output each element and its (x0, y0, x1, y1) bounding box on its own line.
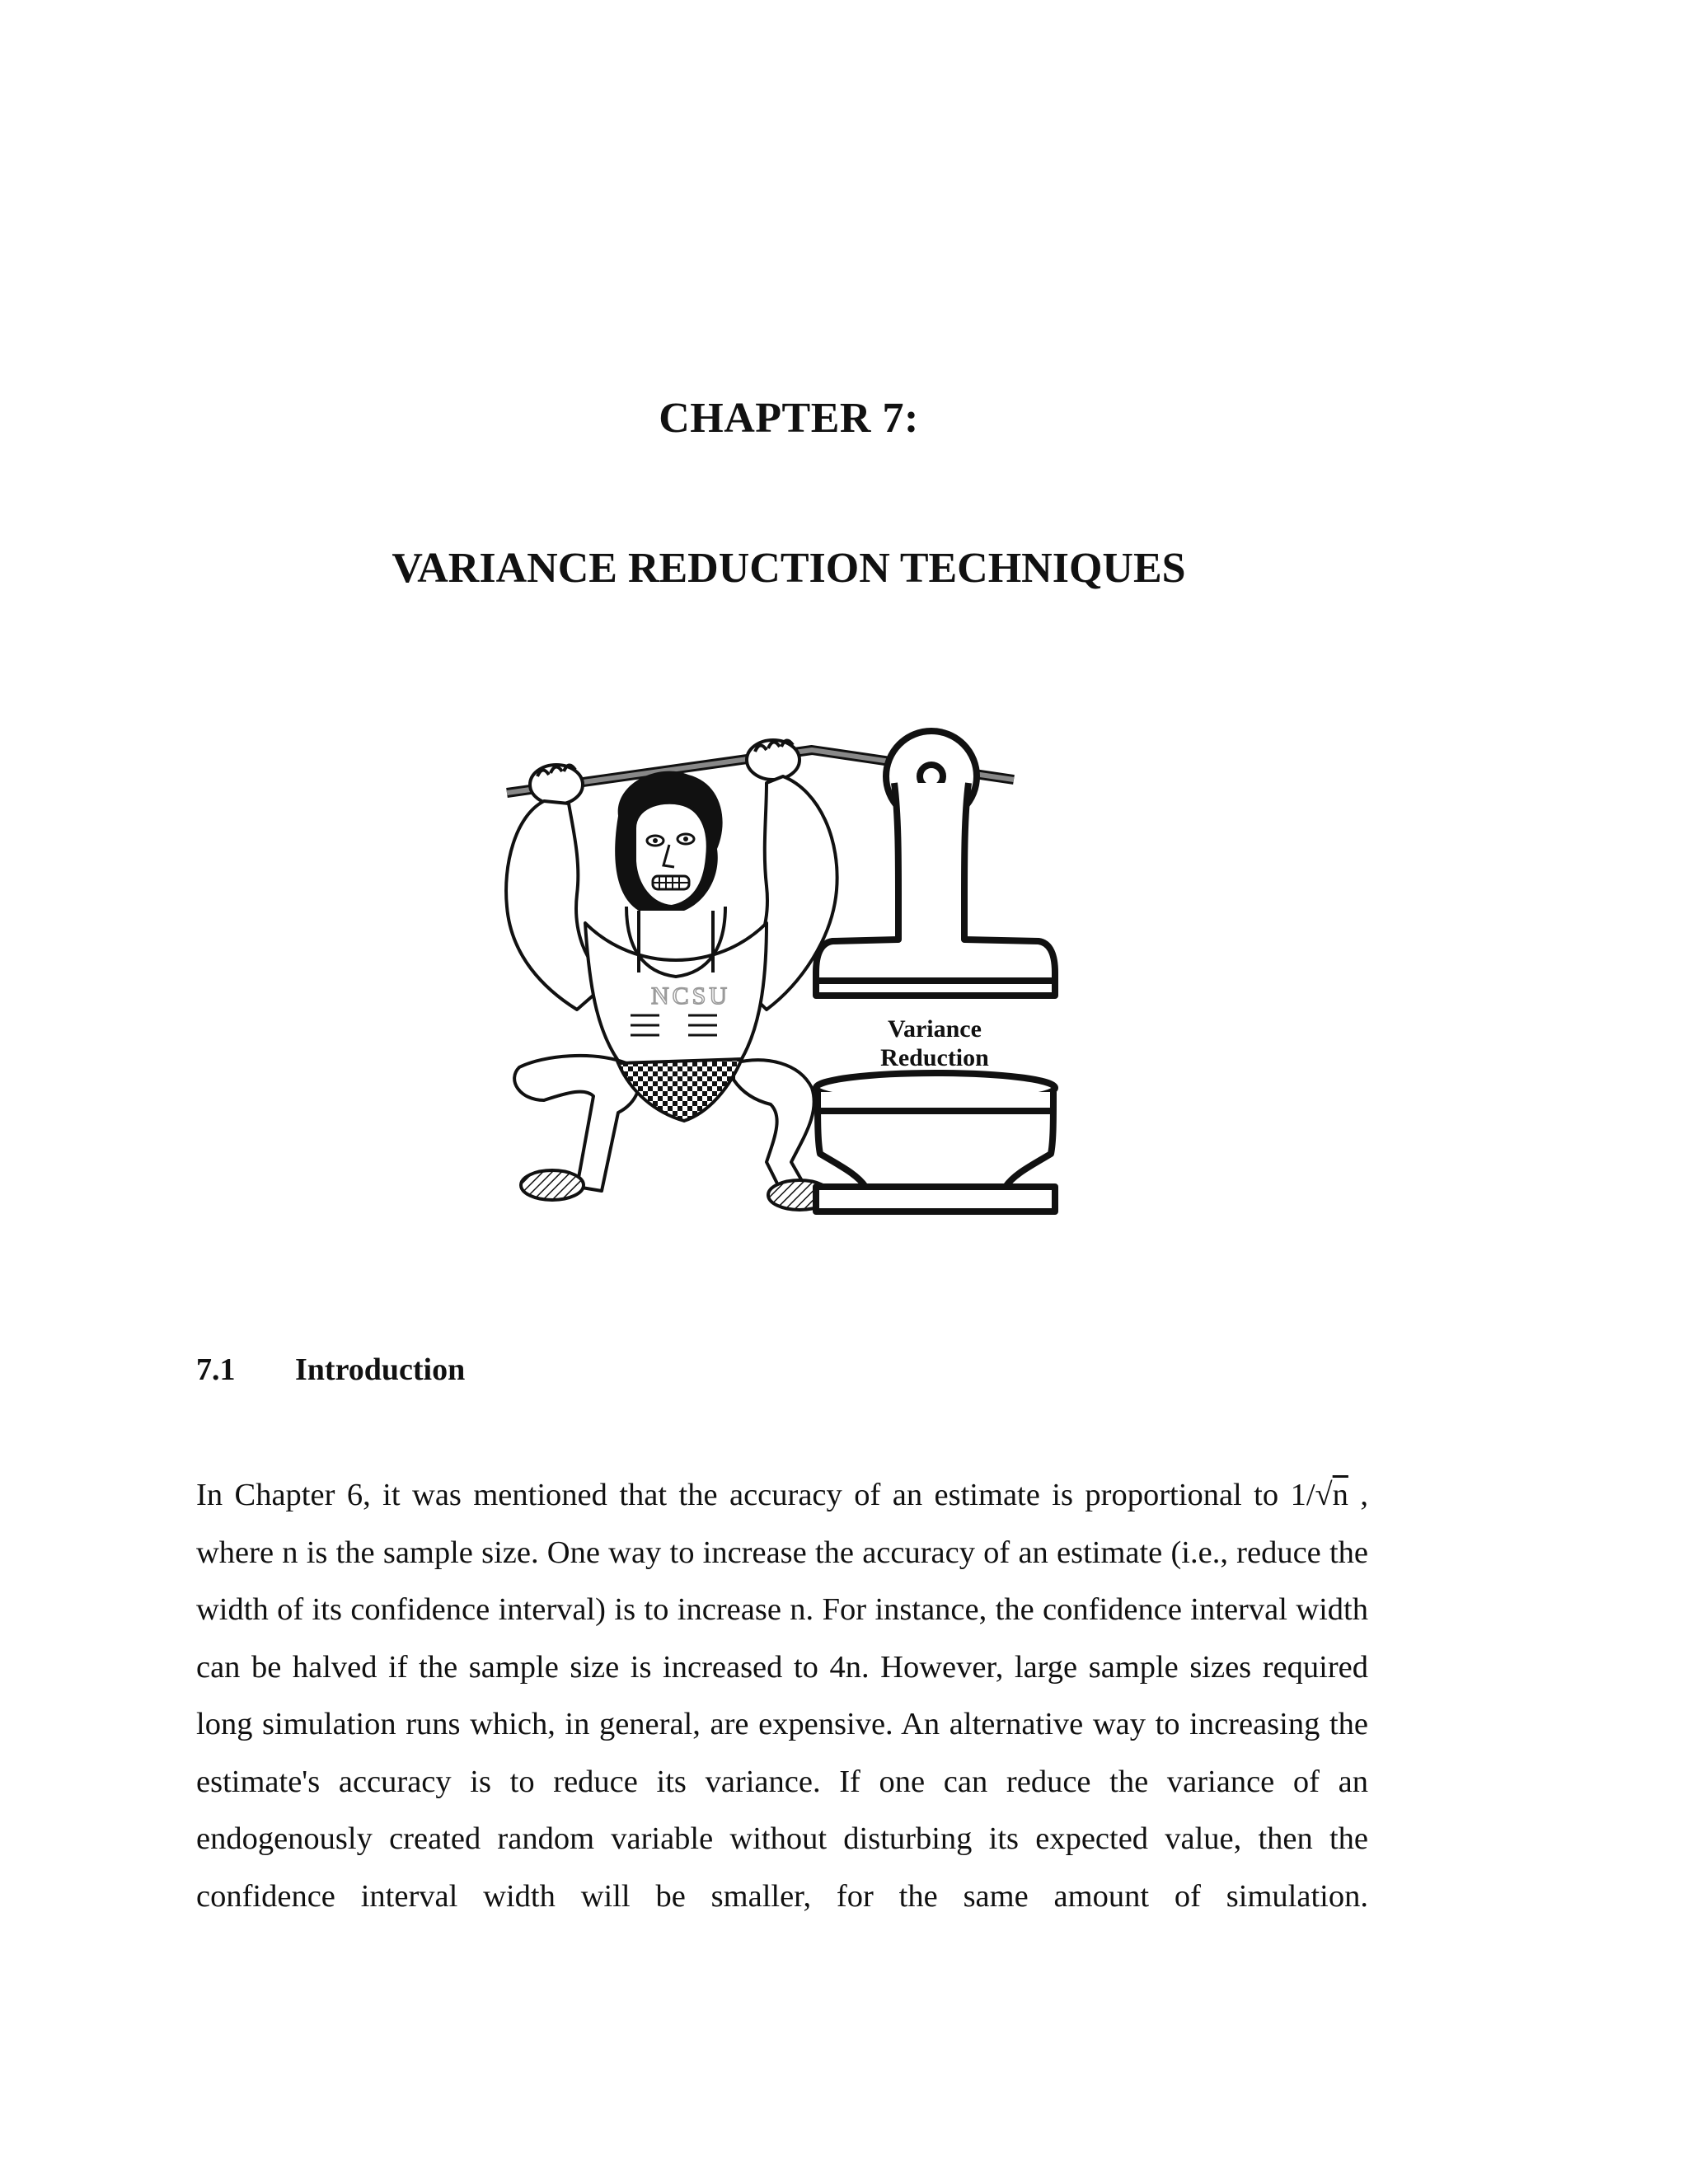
paragraph-text-rest: , where n is the sample size. One way to increase the accuracy of an estimate (i.e., reduce the width of its confidence interval) is to increase n. For instance, the confidence interval width can be halved if the sample size is increased to 4n. However, large sample sizes required long simulation runs which, in general, are expensive. An alternative way to increasing the estimate's accuracy is to reduce its variance. If one can reduce the variance of an endogenously created random variable without disturbing its expected value, then the confidence interval width will be smaller, for the same amount of simulation. (196, 1478, 1369, 1914)
press-label-variance: Variance (888, 1015, 982, 1043)
press-machine-lower (816, 1073, 1055, 1212)
paragraph-text-start: In Chapter 6, it was mentioned that the accuracy of an estimate is proportional to 1/ (196, 1478, 1315, 1512)
section-title: Introduction (295, 1352, 466, 1387)
weightlifter-press-drawing (495, 725, 1071, 1228)
sqrt-symbol: √ (1315, 1478, 1333, 1512)
sqrt-argument: n (1332, 1478, 1348, 1512)
press-label-reduction: Reduction (880, 1044, 989, 1071)
right-hand (747, 740, 799, 780)
shirt-lettering: NCSU (651, 982, 731, 1010)
chapter-title: VARIANCE REDUCTION TECHNIQUES (392, 545, 1186, 592)
checkered-briefs (618, 1059, 742, 1121)
sqrt-n-formula (1315, 1467, 1348, 1525)
intro-paragraph (196, 1467, 1368, 1925)
chapter-number: CHAPTER 7: (659, 395, 919, 442)
left-hand (530, 765, 583, 804)
press-machine-upper (816, 731, 1055, 996)
section-number: 7.1 (196, 1352, 236, 1387)
left-shoe (521, 1170, 584, 1200)
lifter-head (615, 771, 722, 911)
chapter-illustration (495, 725, 1071, 1228)
section-heading (196, 1352, 465, 1388)
